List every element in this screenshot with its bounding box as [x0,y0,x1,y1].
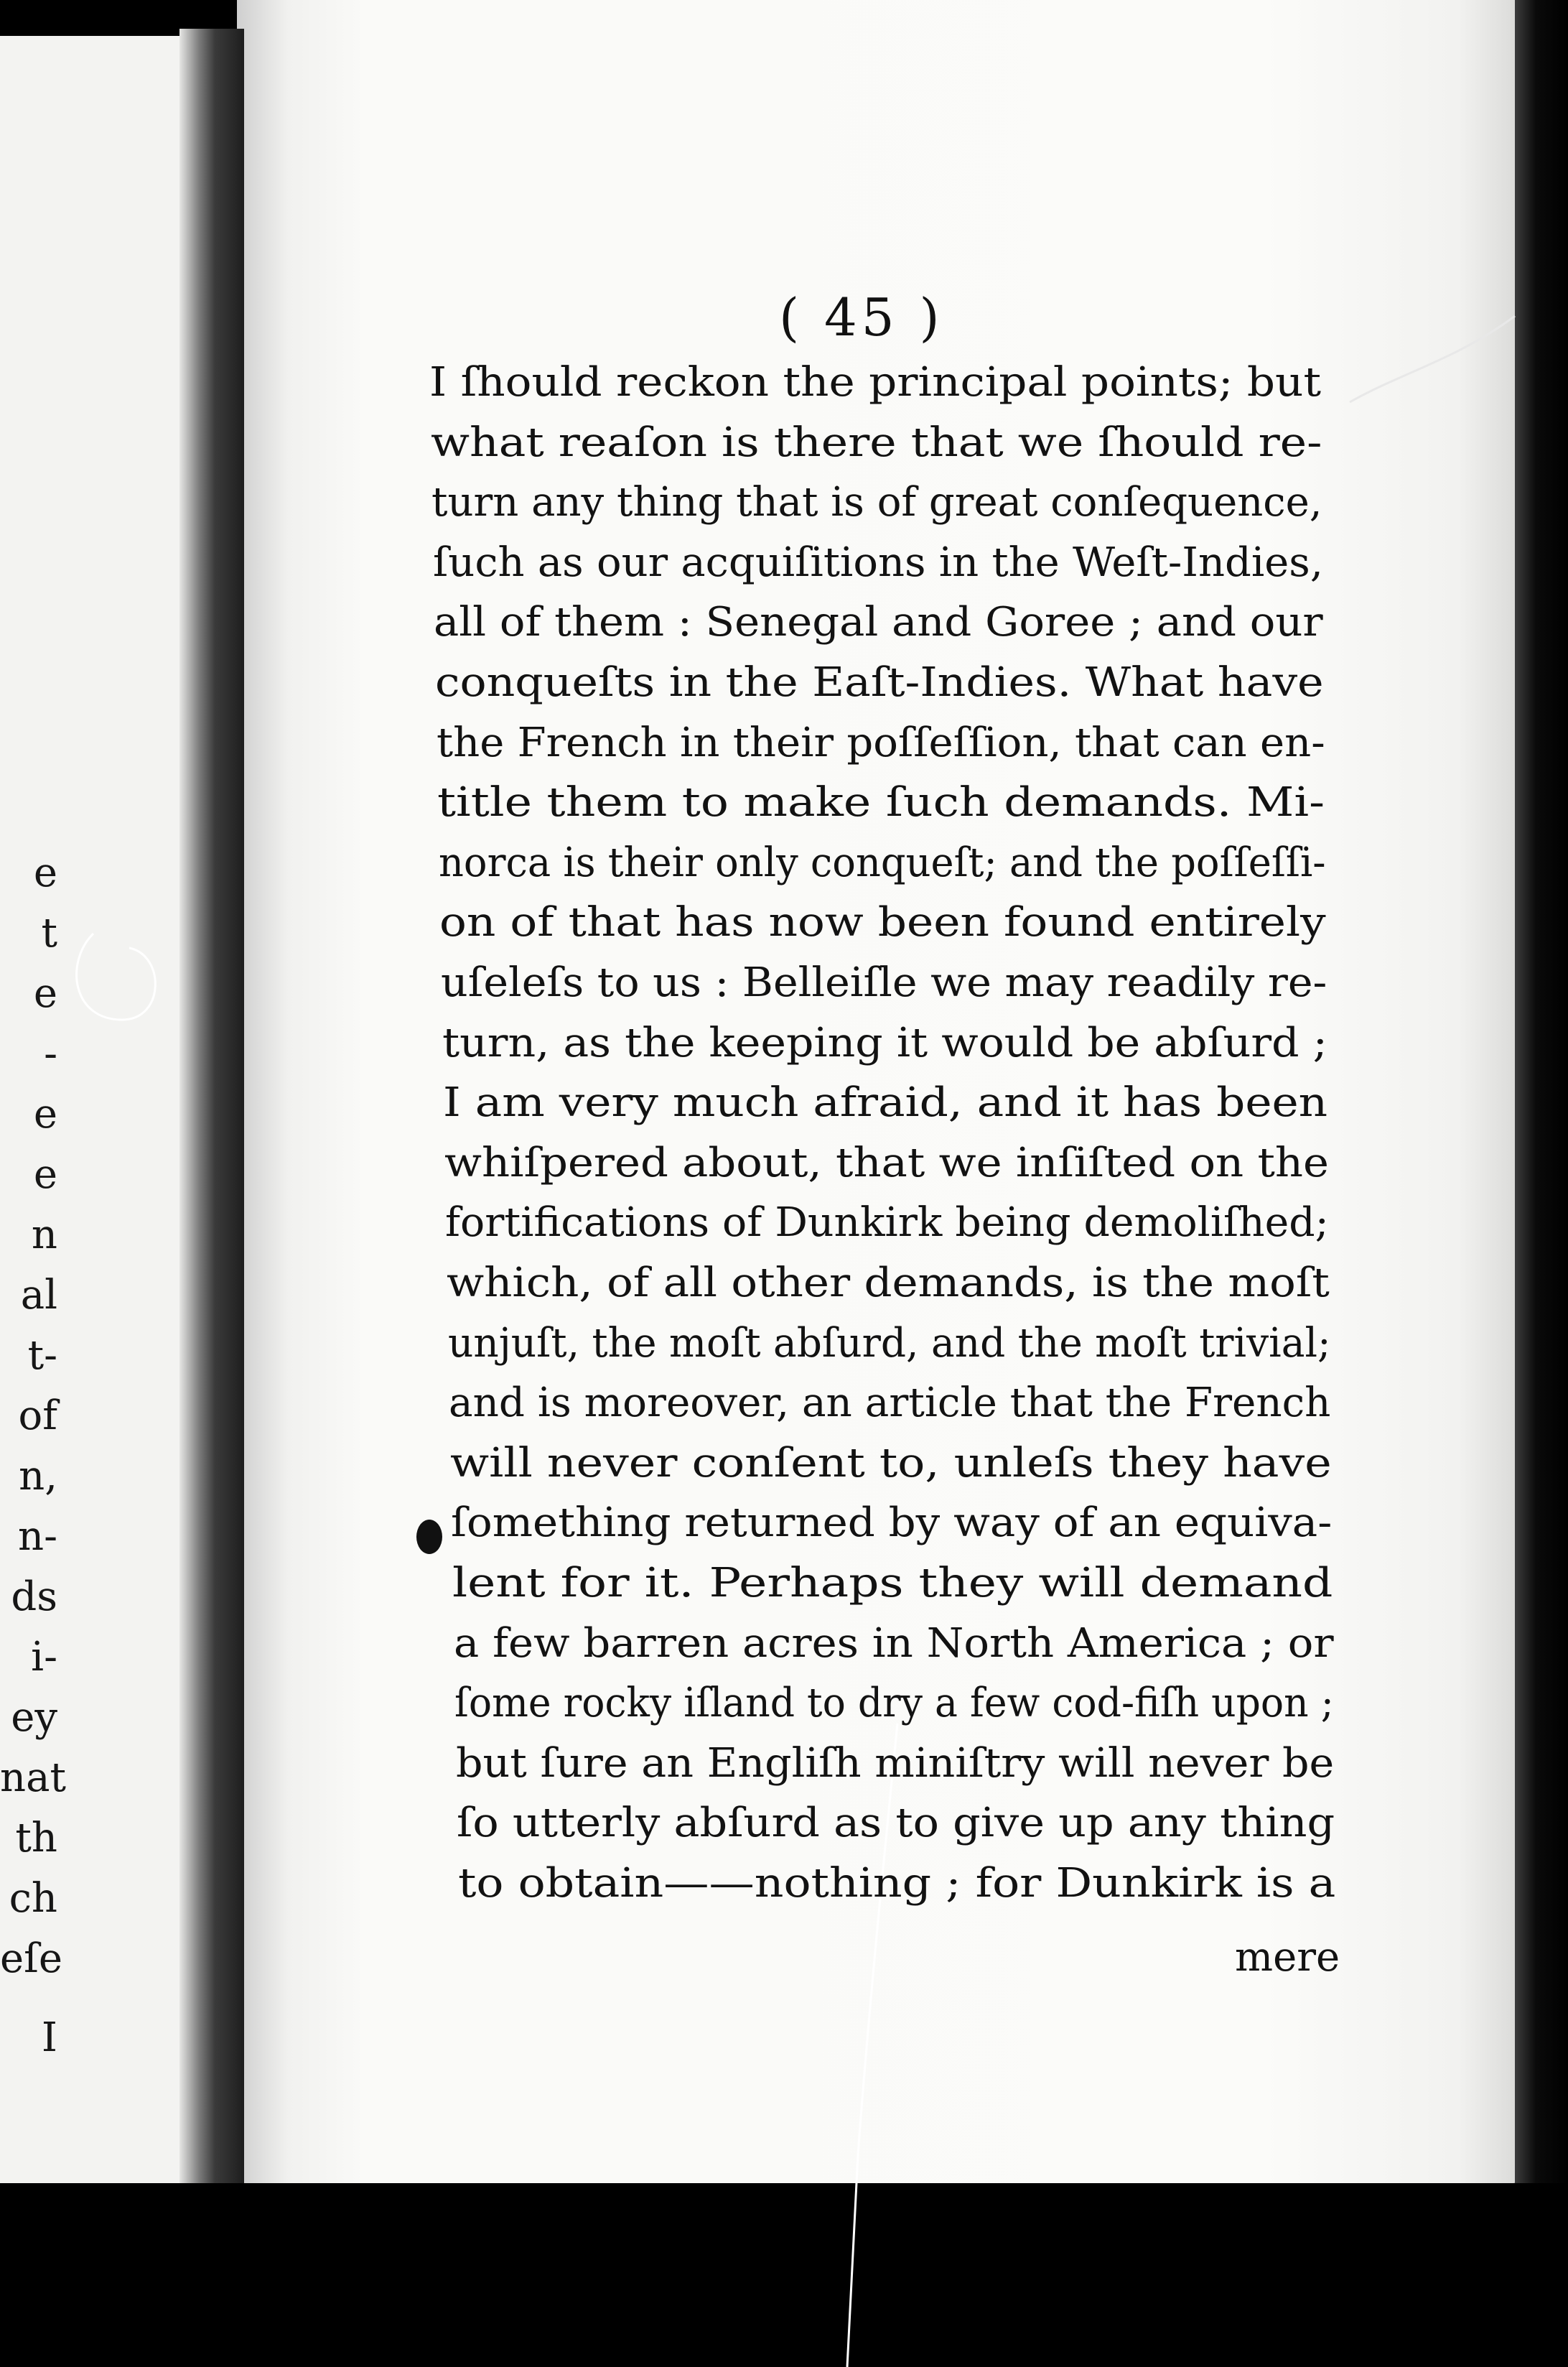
facing-fragment: e [33,1091,57,1138]
text-line: whiſpered about, that we inſiſted on the [444,1139,1329,1186]
text-line: title them to make ſuch demands. Mi- [437,779,1325,827]
text-line: turn, as the keeping it would be abſurd ; [442,1019,1327,1066]
facing-fragment: e [33,1151,57,1198]
facing-fragment: i- [31,1634,57,1680]
text-line: I ſhould reckon the principal points; but [429,359,1322,406]
facing-fragment: n [31,1212,57,1258]
text-line: conqueſts in the Eaſt-Indies. What have [435,659,1324,706]
page-number: ( 45 ) [779,287,944,348]
text-line: what reaſon is there that we ſhould re- [430,419,1322,466]
text-line: I am very much afraid, and it has been [443,1079,1328,1127]
text-line: to obtain——nothing ; for Dunkirk is a [458,1860,1336,1907]
text-line: a few barren acres in North America ; or [453,1619,1334,1667]
facing-fragment: of [18,1392,57,1439]
facing-fragment: al [20,1272,57,1319]
catchword: mere [1235,1934,1340,1981]
facing-fragment: n- [18,1513,57,1560]
text-line: fortifications of Dunkirk being demoliſhed; [445,1199,1330,1247]
facing-fragment: I [41,2014,57,2061]
text-line: ſo utterly abſurd as to give up any thing [457,1800,1335,1847]
text-line: which, of all other demands, is the moſt [447,1260,1330,1306]
facing-fragment: ch [9,1875,57,1922]
text-line: turn any thing that is of great conſequence, [431,479,1322,526]
text-line: ſome rocky iſland to dry a few cod-fiſh upon ; [454,1680,1334,1727]
text-line: uſeleſs to us : Belleiſle we may readily re- [441,959,1327,1006]
text-line: all of them : Senegal and Goree ; and our [434,599,1324,646]
facing-fragment: t [41,910,57,957]
facing-fragment: n, [19,1453,57,1499]
facing-fragment: e [33,970,57,1017]
facing-fragment: e [33,850,57,896]
facing-fragment: t- [27,1332,57,1379]
facing-fragment: eſe [0,1935,63,1982]
text-line: and is moreover, an article that the French [449,1380,1331,1427]
text-line: on of that has now been found entirely [439,899,1327,947]
text-line: but ſure an Engliſh miniſtry will never be [455,1739,1335,1787]
text-line: ſuch as our acquiſitions in the Weſt-Indies, [432,539,1323,586]
text-line: unjuſt, the moſt abſurd, and the moſt trivial; [447,1319,1331,1367]
facing-fragment: ey [11,1694,57,1741]
text-line: ſomething returned by way of an equiva- [451,1499,1333,1547]
facing-fragment: ds [11,1573,57,1620]
text-line: lent for it. Perhaps they will demand [452,1560,1333,1606]
facing-fragment: - [44,1031,57,1077]
text-line: will never conſent to, unleſs they have [449,1439,1332,1487]
text-line: the French in their poſſeſſion, that can en- [436,719,1325,766]
facing-fragment: th [15,1815,57,1861]
facing-fragment: nat [0,1754,66,1801]
text-line: norca is their only conqueſt; and the poſſeſſi- [438,839,1326,886]
